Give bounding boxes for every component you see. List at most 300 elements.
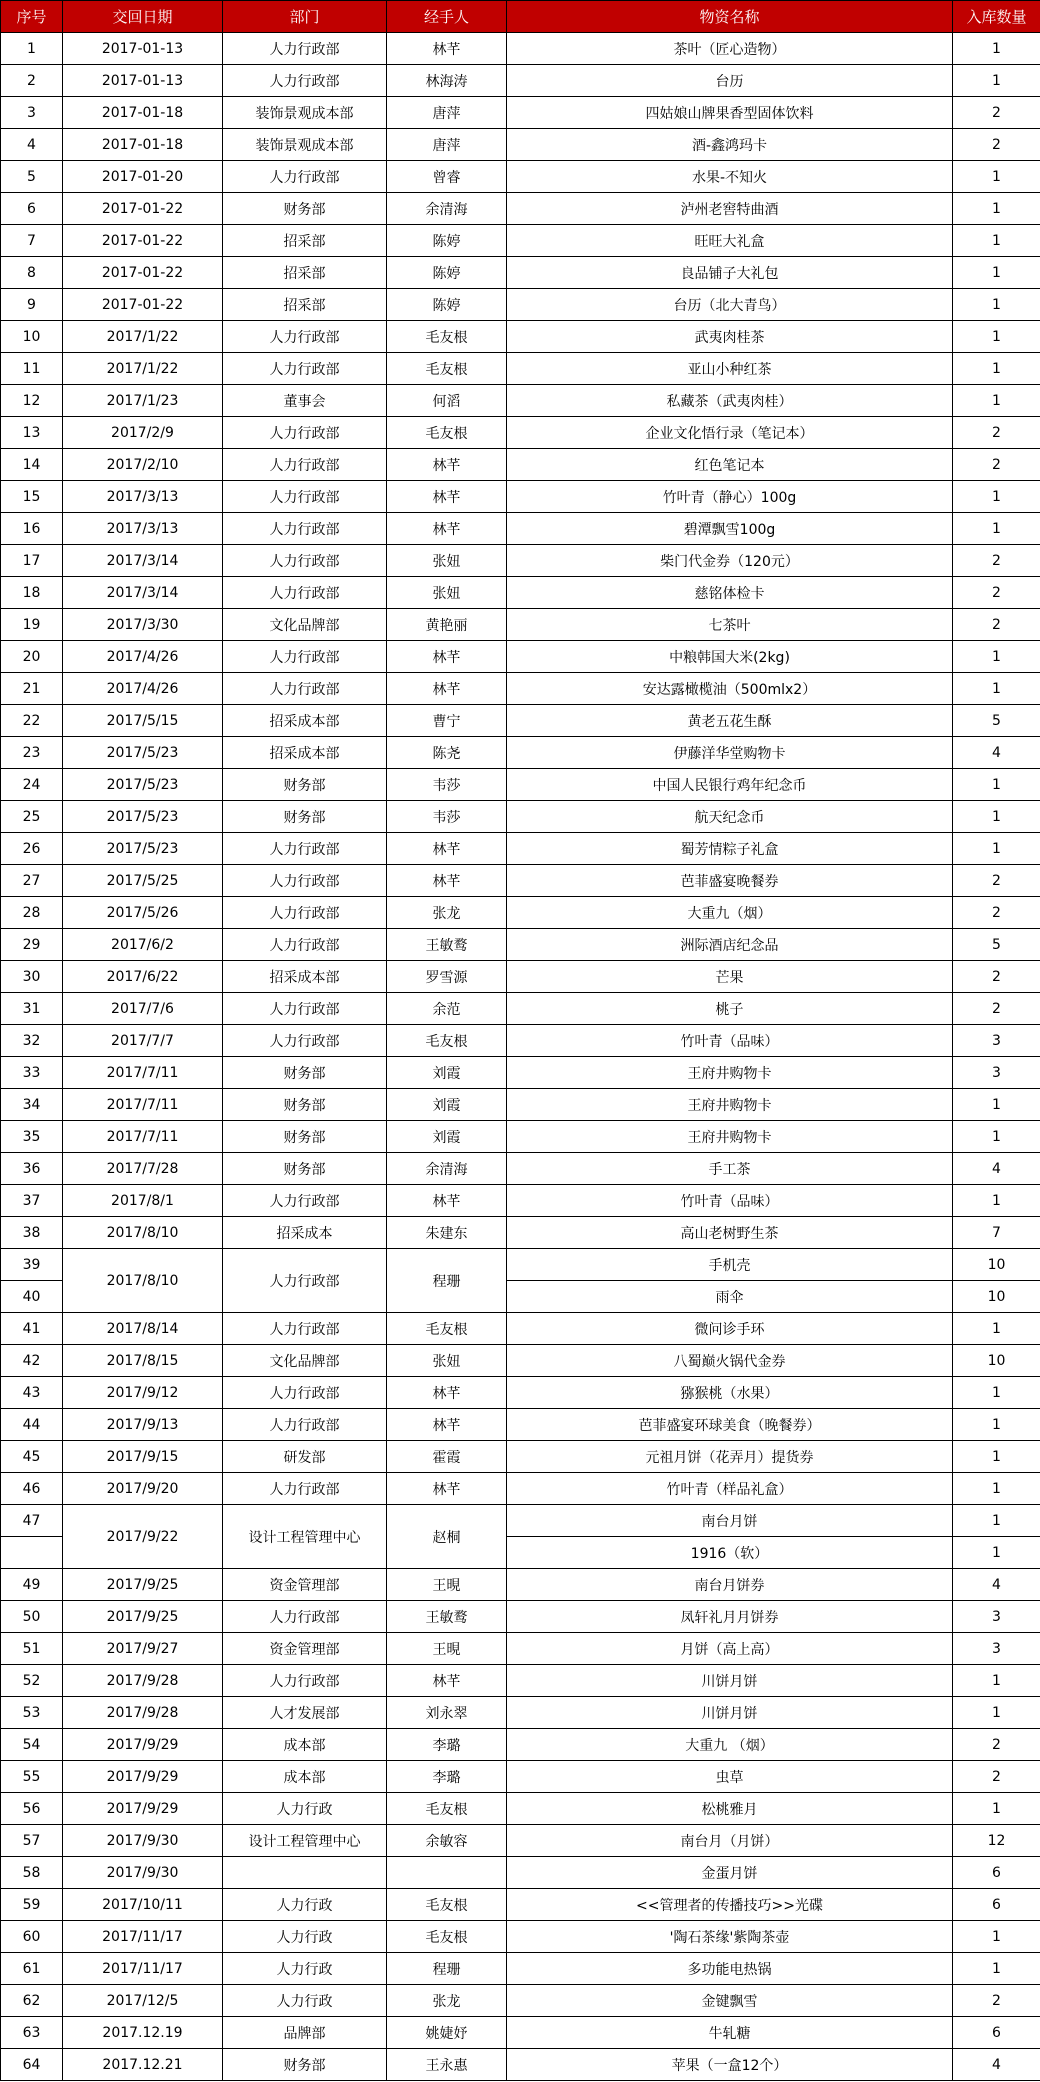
table-row <box>1 1569 1040 1601</box>
cell-return-date: 2017/5/23 <box>63 833 223 865</box>
table-row <box>1 1185 1040 1217</box>
cell-serial: 4 <box>1 129 63 161</box>
cell-handler: 毛友根 <box>387 1889 507 1921</box>
cell-item-name: 酒-鑫鸿玛卡 <box>507 129 953 161</box>
cell-item-name: 南台月（月饼） <box>507 1825 953 1857</box>
cell-return-date: 2017/9/29 <box>63 1761 223 1793</box>
cell-serial: 10 <box>1 321 63 353</box>
cell-handler: 毛友根 <box>387 417 507 449</box>
table-row <box>1 737 1040 769</box>
cell-return-date: 2017/3/14 <box>63 577 223 609</box>
cell-return-date: 2017-01-13 <box>63 33 223 65</box>
cell-serial: 43 <box>1 1377 63 1409</box>
cell-return-date: 2017/1/23 <box>63 385 223 417</box>
cell-quantity: 12 <box>953 1825 1040 1857</box>
cell-quantity: 6 <box>953 1889 1040 1921</box>
cell-item-name: 芒果 <box>507 961 953 993</box>
table-row <box>1 385 1040 417</box>
cell-return-date: 2017-01-22 <box>63 257 223 289</box>
cell-item-name: 慈铭体检卡 <box>507 577 953 609</box>
cell-handler: 林芊 <box>387 1665 507 1697</box>
table-row <box>1 609 1040 641</box>
cell-serial: 22 <box>1 705 63 737</box>
cell-item-name: 元祖月饼（花弄月）提货券 <box>507 1441 953 1473</box>
cell-department: 人力行政部 <box>223 1377 387 1409</box>
cell-quantity: 10 <box>953 1281 1040 1313</box>
table-row <box>1 641 1040 673</box>
cell-item-name: 王府井购物卡 <box>507 1089 953 1121</box>
table-row <box>1 193 1040 225</box>
cell-item-name: 川饼月饼 <box>507 1665 953 1697</box>
cell-item-name: 蜀芳情粽子礼盒 <box>507 833 953 865</box>
table-row <box>1 1633 1040 1665</box>
cell-item-name: 芭菲盛宴晚餐券 <box>507 865 953 897</box>
table-row <box>1 1313 1040 1345</box>
table-row <box>1 97 1040 129</box>
table-row <box>1 1729 1040 1761</box>
cell-item-name: 大重九 （烟） <box>507 1729 953 1761</box>
table-row <box>1 1601 1040 1633</box>
cell-quantity: 1 <box>953 481 1040 513</box>
cell-return-date: 2017/9/13 <box>63 1409 223 1441</box>
cell-item-name: 竹叶青（品味） <box>507 1185 953 1217</box>
cell-quantity: 5 <box>953 929 1040 961</box>
cell-serial: 47 <box>1 1505 63 1537</box>
table-row <box>1 1473 1040 1505</box>
cell-item-name: 四姑娘山牌果香型固体饮料 <box>507 97 953 129</box>
table-row <box>1 257 1040 289</box>
cell-department: 人力行政 <box>223 1793 387 1825</box>
cell-serial: 16 <box>1 513 63 545</box>
cell-item-name: 八蜀巅火锅代金券 <box>507 1345 953 1377</box>
cell-quantity: 1 <box>953 1537 1040 1569</box>
cell-serial: 31 <box>1 993 63 1025</box>
cell-item-name: 伊藤洋华堂购物卡 <box>507 737 953 769</box>
cell-return-date: 2017-01-18 <box>63 97 223 129</box>
cell-quantity: 2 <box>953 609 1040 641</box>
cell-return-date: 2017/8/10 <box>63 1217 223 1249</box>
cell-serial: 13 <box>1 417 63 449</box>
cell-serial: 49 <box>1 1569 63 1601</box>
cell-department: 文化品牌部 <box>223 1345 387 1377</box>
cell-department: 财务部 <box>223 193 387 225</box>
cell-department: 人力行政部 <box>223 33 387 65</box>
cell-serial: 33 <box>1 1057 63 1089</box>
cell-serial: 35 <box>1 1121 63 1153</box>
cell-serial: 38 <box>1 1217 63 1249</box>
table-row <box>1 673 1040 705</box>
cell-quantity: 2 <box>953 865 1040 897</box>
table-row <box>1 65 1040 97</box>
cell-serial: 41 <box>1 1313 63 1345</box>
cell-department: 成本部 <box>223 1761 387 1793</box>
cell-return-date: 2017/8/15 <box>63 1345 223 1377</box>
cell-serial: 55 <box>1 1761 63 1793</box>
table-row <box>1 769 1040 801</box>
table-row <box>1 897 1040 929</box>
cell-return-date: 2017/6/22 <box>63 961 223 993</box>
cell-quantity: 2 <box>953 449 1040 481</box>
cell-serial: 62 <box>1 1985 63 2017</box>
cell-handler: 林芊 <box>387 449 507 481</box>
cell-item-name: 中粮韩国大米(2kg) <box>507 641 953 673</box>
cell-handler: 张妞 <box>387 1345 507 1377</box>
cell-department: 招采部 <box>223 225 387 257</box>
cell-return-date: 2017/7/7 <box>63 1025 223 1057</box>
cell-serial: 45 <box>1 1441 63 1473</box>
cell-serial: 59 <box>1 1889 63 1921</box>
cell-handler: 刘霞 <box>387 1121 507 1153</box>
cell-item-name: 桃子 <box>507 993 953 1025</box>
cell-handler: 林芊 <box>387 513 507 545</box>
cell-item-name: 手机壳 <box>507 1249 953 1281</box>
cell-item-name: 亚山小种红茶 <box>507 353 953 385</box>
cell-department: 人力行政部 <box>223 513 387 545</box>
cell-item-name: 高山老树野生茶 <box>507 1217 953 1249</box>
table-row <box>1 1089 1040 1121</box>
table-row <box>1 449 1040 481</box>
cell-handler: 何滔 <box>387 385 507 417</box>
cell-handler: 曹宁 <box>387 705 507 737</box>
cell-department: 资金管理部 <box>223 1633 387 1665</box>
cell-quantity: 1 <box>953 385 1040 417</box>
cell-item-name: 武夷肉桂茶 <box>507 321 953 353</box>
cell-serial: 63 <box>1 2017 63 2049</box>
cell-serial: 25 <box>1 801 63 833</box>
cell-department: 人力行政部 <box>223 1025 387 1057</box>
cell-item-name: 金键飘雪 <box>507 1985 953 2017</box>
header-quantity: 入库数量 <box>953 1 1040 33</box>
cell-quantity: 3 <box>953 1057 1040 1089</box>
cell-quantity: 1 <box>953 1697 1040 1729</box>
cell-return-date: 2017/11/17 <box>63 1921 223 1953</box>
cell-handler: 陈婷 <box>387 225 507 257</box>
table-body <box>1 33 1040 2081</box>
cell-quantity: 1 <box>953 65 1040 97</box>
cell-quantity: 3 <box>953 1633 1040 1665</box>
cell-item-name: 洲际酒店纪念品 <box>507 929 953 961</box>
cell-item-name: 微问诊手环 <box>507 1313 953 1345</box>
cell-serial: 14 <box>1 449 63 481</box>
table-row <box>1 481 1040 513</box>
cell-department: 文化品牌部 <box>223 609 387 641</box>
cell-serial: 57 <box>1 1825 63 1857</box>
cell-item-name: 南台月饼券 <box>507 1569 953 1601</box>
cell-serial: 64 <box>1 2049 63 2081</box>
cell-department: 招采成本部 <box>223 737 387 769</box>
cell-serial: 34 <box>1 1089 63 1121</box>
cell-item-name: 台历 <box>507 65 953 97</box>
cell-handler: 林芊 <box>387 641 507 673</box>
cell-serial: 24 <box>1 769 63 801</box>
cell-return-date: 2017/7/11 <box>63 1089 223 1121</box>
cell-department: 人力行政部 <box>223 641 387 673</box>
cell-handler: 韦莎 <box>387 801 507 833</box>
cell-item-name: 猕猴桃（水果） <box>507 1377 953 1409</box>
cell-department: 人力行政部 <box>223 833 387 865</box>
table-row <box>1 1025 1040 1057</box>
cell-handler: 刘霞 <box>387 1057 507 1089</box>
cell-quantity: 2 <box>953 1985 1040 2017</box>
table-row <box>1 513 1040 545</box>
table-row <box>1 2049 1040 2081</box>
cell-department: 人力行政部 <box>223 1473 387 1505</box>
cell-quantity: 1 <box>953 193 1040 225</box>
cell-item-name: 芭菲盛宴环球美食（晚餐券） <box>507 1409 953 1441</box>
cell-quantity: 1 <box>953 161 1040 193</box>
cell-quantity: 1 <box>953 1953 1040 1985</box>
cell-serial: 8 <box>1 257 63 289</box>
header-handler: 经手人 <box>387 1 507 33</box>
cell-handler: 李璐 <box>387 1761 507 1793</box>
cell-quantity: 1 <box>953 1377 1040 1409</box>
table-row <box>1 1697 1040 1729</box>
table-row <box>1 2017 1040 2049</box>
cell-handler: 林海涛 <box>387 65 507 97</box>
cell-serial: 3 <box>1 97 63 129</box>
table-row <box>1 1857 1040 1889</box>
cell-return-date: 2017/7/11 <box>63 1121 223 1153</box>
cell-department: 人力行政部 <box>223 353 387 385</box>
table-row <box>1 961 1040 993</box>
cell-department: 人力行政 <box>223 1921 387 1953</box>
cell-return-date: 2017/8/14 <box>63 1313 223 1345</box>
table-row <box>1 1377 1040 1409</box>
cell-department: 人力行政部 <box>223 993 387 1025</box>
cell-department: 财务部 <box>223 2049 387 2081</box>
cell-quantity: 7 <box>953 1217 1040 1249</box>
cell-handler: 林芊 <box>387 1473 507 1505</box>
cell-quantity: 1 <box>953 33 1040 65</box>
cell-quantity: 1 <box>953 1185 1040 1217</box>
cell-serial: 12 <box>1 385 63 417</box>
cell-handler: 林芊 <box>387 865 507 897</box>
cell-serial: 28 <box>1 897 63 929</box>
cell-return-date: 2017/9/30 <box>63 1857 223 1889</box>
cell-department: 研发部 <box>223 1441 387 1473</box>
table-row <box>1 353 1040 385</box>
cell-item-name: 旺旺大礼盒 <box>507 225 953 257</box>
cell-handler: 林芊 <box>387 673 507 705</box>
cell-item-name: 1916（软） <box>507 1537 953 1569</box>
cell-handler: 朱建东 <box>387 1217 507 1249</box>
cell-serial: 58 <box>1 1857 63 1889</box>
table-row <box>1 1793 1040 1825</box>
cell-department: 人力行政 <box>223 1953 387 1985</box>
cell-handler: 张龙 <box>387 1985 507 2017</box>
cell-handler: 罗雪源 <box>387 961 507 993</box>
cell-serial: 29 <box>1 929 63 961</box>
cell-serial: 37 <box>1 1185 63 1217</box>
cell-department: 人力行政部 <box>223 161 387 193</box>
cell-department: 人力行政部 <box>223 449 387 481</box>
cell-item-name: 虫草 <box>507 1761 953 1793</box>
cell-serial: 21 <box>1 673 63 705</box>
cell-department: 人力行政部 <box>223 1249 387 1313</box>
table-row <box>1 1665 1040 1697</box>
cell-item-name: 中国人民银行鸡年纪念币 <box>507 769 953 801</box>
cell-item-name: 月饼（高上高） <box>507 1633 953 1665</box>
cell-department: 人力行政部 <box>223 1313 387 1345</box>
table-row <box>1 993 1040 1025</box>
cell-quantity: 2 <box>953 545 1040 577</box>
cell-handler: 毛友根 <box>387 1793 507 1825</box>
cell-quantity: 10 <box>953 1345 1040 1377</box>
cell-return-date: 2017-01-18 <box>63 129 223 161</box>
cell-handler: 张妞 <box>387 545 507 577</box>
cell-item-name: 南台月饼 <box>507 1505 953 1537</box>
cell-department: 人力行政部 <box>223 321 387 353</box>
cell-return-date: 2017/3/14 <box>63 545 223 577</box>
cell-item-name: 苹果（一盒12个） <box>507 2049 953 2081</box>
table-row <box>1 33 1040 65</box>
cell-quantity: 1 <box>953 673 1040 705</box>
cell-department: 财务部 <box>223 1057 387 1089</box>
cell-return-date: 2017/9/27 <box>63 1633 223 1665</box>
cell-handler: 张龙 <box>387 897 507 929</box>
table-row <box>1 1889 1040 1921</box>
cell-department: 人力行政部 <box>223 1409 387 1441</box>
cell-return-date: 2017/5/23 <box>63 737 223 769</box>
cell-handler: 毛友根 <box>387 1025 507 1057</box>
table-row <box>1 1217 1040 1249</box>
cell-quantity: 2 <box>953 993 1040 1025</box>
table-row <box>1 801 1040 833</box>
cell-department: 资金管理部 <box>223 1569 387 1601</box>
cell-department: 人力行政部 <box>223 545 387 577</box>
cell-department: 人力行政 <box>223 1889 387 1921</box>
cell-quantity: 1 <box>953 769 1040 801</box>
cell-item-name: 台历（北大青鸟） <box>507 289 953 321</box>
table-row <box>1 1825 1040 1857</box>
table-row <box>1 1921 1040 1953</box>
cell-handler: 林芊 <box>387 1185 507 1217</box>
cell-item-name: 凤轩礼月月饼券 <box>507 1601 953 1633</box>
cell-handler: 陈婷 <box>387 257 507 289</box>
cell-serial: 2 <box>1 65 63 97</box>
cell-item-name: 红色笔记本 <box>507 449 953 481</box>
cell-handler: 余范 <box>387 993 507 1025</box>
cell-quantity: 1 <box>953 1473 1040 1505</box>
cell-item-name: 柴门代金券（120元） <box>507 545 953 577</box>
cell-quantity: 6 <box>953 1857 1040 1889</box>
cell-item-name: 多功能电热锅 <box>507 1953 953 1985</box>
cell-handler: 曾睿 <box>387 161 507 193</box>
cell-item-name: '陶石茶缘'紫陶茶壶 <box>507 1921 953 1953</box>
cell-quantity: 1 <box>953 1409 1040 1441</box>
cell-quantity: 3 <box>953 1025 1040 1057</box>
cell-return-date: 2017/9/25 <box>63 1601 223 1633</box>
cell-return-date: 2017/9/30 <box>63 1825 223 1857</box>
cell-item-name: 茶叶（匠心造物） <box>507 33 953 65</box>
cell-department: 财务部 <box>223 1153 387 1185</box>
cell-quantity: 1 <box>953 1793 1040 1825</box>
cell-return-date: 2017-01-22 <box>63 289 223 321</box>
cell-return-date: 2017/3/13 <box>63 513 223 545</box>
cell-department: 财务部 <box>223 1121 387 1153</box>
cell-quantity: 2 <box>953 97 1040 129</box>
cell-return-date: 2017/12/5 <box>63 1985 223 2017</box>
cell-handler: 霍霞 <box>387 1441 507 1473</box>
cell-handler: 陈婷 <box>387 289 507 321</box>
cell-serial: 27 <box>1 865 63 897</box>
cell-serial: 53 <box>1 1697 63 1729</box>
table-row <box>1 545 1040 577</box>
table-row <box>1 1345 1040 1377</box>
cell-quantity: 1 <box>953 641 1040 673</box>
cell-serial: 19 <box>1 609 63 641</box>
cell-return-date: 2017/10/11 <box>63 1889 223 1921</box>
cell-department: 财务部 <box>223 769 387 801</box>
cell-handler: 刘霞 <box>387 1089 507 1121</box>
cell-return-date: 2017/2/10 <box>63 449 223 481</box>
cell-serial: 46 <box>1 1473 63 1505</box>
cell-handler: 林芊 <box>387 1377 507 1409</box>
cell-department: 招采成本部 <box>223 961 387 993</box>
cell-handler: 余清海 <box>387 1153 507 1185</box>
cell-department: 人力行政部 <box>223 1665 387 1697</box>
cell-return-date: 2017/9/25 <box>63 1569 223 1601</box>
cell-department: 设计工程管理中心 <box>223 1825 387 1857</box>
cell-handler: 张妞 <box>387 577 507 609</box>
cell-return-date: 2017/1/22 <box>63 353 223 385</box>
table-row <box>1 1761 1040 1793</box>
cell-handler: 韦莎 <box>387 769 507 801</box>
cell-serial: 9 <box>1 289 63 321</box>
table-row <box>1 1057 1040 1089</box>
cell-department: 人力行政部 <box>223 417 387 449</box>
table-row <box>1 161 1040 193</box>
cell-handler: 毛友根 <box>387 353 507 385</box>
cell-item-name: 良品铺子大礼包 <box>507 257 953 289</box>
cell-serial: 32 <box>1 1025 63 1057</box>
cell-return-date: 2017/11/17 <box>63 1953 223 1985</box>
cell-quantity: 2 <box>953 897 1040 929</box>
cell-department: 人力行政部 <box>223 865 387 897</box>
cell-handler: 余敏容 <box>387 1825 507 1857</box>
cell-quantity: 1 <box>953 321 1040 353</box>
cell-return-date: 2017-01-13 <box>63 65 223 97</box>
cell-quantity: 4 <box>953 737 1040 769</box>
cell-return-date: 2017/7/11 <box>63 1057 223 1089</box>
cell-handler: 刘永翠 <box>387 1697 507 1729</box>
header-department: 部门 <box>223 1 387 33</box>
cell-quantity: 2 <box>953 129 1040 161</box>
table-row <box>1 1985 1040 2017</box>
cell-return-date: 2017/5/26 <box>63 897 223 929</box>
cell-handler: 王永惠 <box>387 2049 507 2081</box>
cell-serial: 26 <box>1 833 63 865</box>
cell-department: 董事会 <box>223 385 387 417</box>
cell-handler: 黄艳丽 <box>387 609 507 641</box>
cell-return-date: 2017/7/6 <box>63 993 223 1025</box>
cell-quantity: 4 <box>953 1569 1040 1601</box>
cell-item-name: 金蛋月饼 <box>507 1857 953 1889</box>
cell-item-name: 私藏茶（武夷肉桂） <box>507 385 953 417</box>
cell-serial: 20 <box>1 641 63 673</box>
cell-handler: 毛友根 <box>387 1921 507 1953</box>
cell-item-name: 竹叶青（样品礼盒） <box>507 1473 953 1505</box>
cell-serial: 39 <box>1 1249 63 1281</box>
cell-item-name: 七茶叶 <box>507 609 953 641</box>
table-row <box>1 129 1040 161</box>
table-row <box>1 321 1040 353</box>
cell-department: 品牌部 <box>223 2017 387 2049</box>
table-row <box>1 929 1040 961</box>
table-row <box>1 417 1040 449</box>
cell-item-name: 手工茶 <box>507 1153 953 1185</box>
cell-return-date: 2017/2/9 <box>63 417 223 449</box>
